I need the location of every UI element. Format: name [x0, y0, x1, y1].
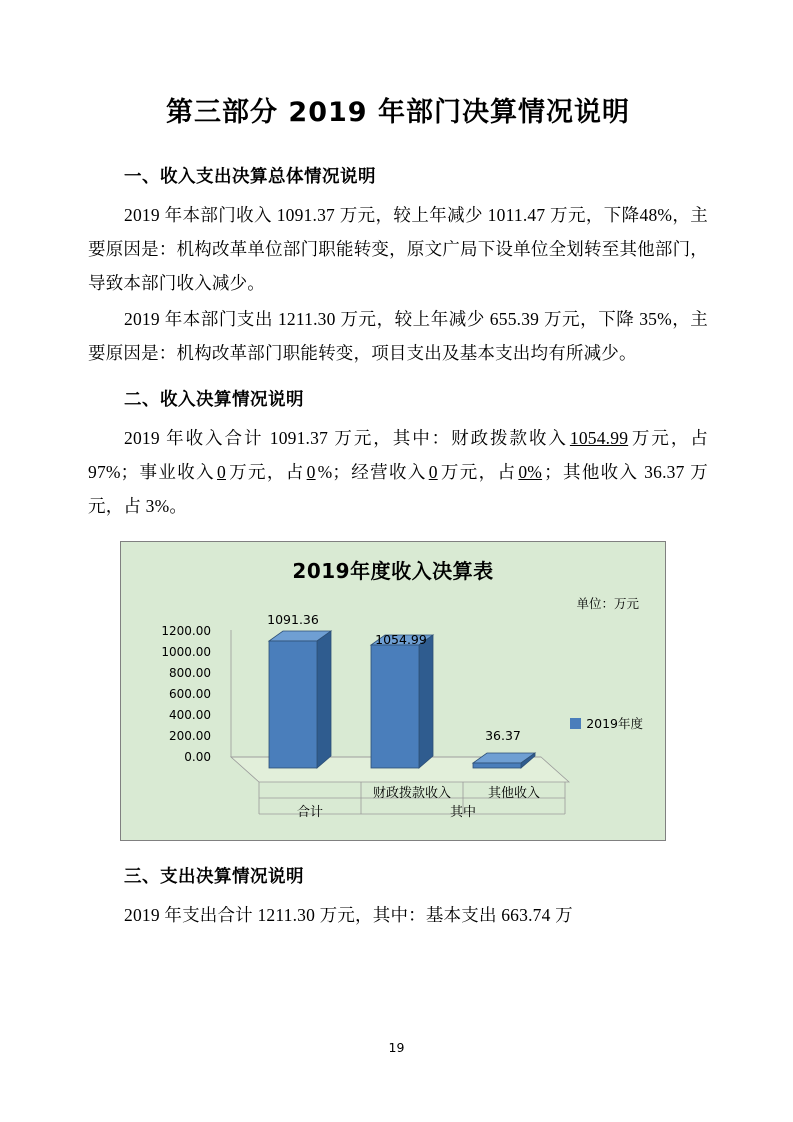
chart-ytick-0: 0.00	[184, 750, 211, 764]
chart-xlabel-other: 其他收入	[487, 786, 540, 801]
chart-ytick-1200: 1200.00	[161, 624, 211, 638]
page-title: 第三部分 2019 年部门决算情况说明	[166, 97, 630, 128]
chart-group-label: 其中	[449, 805, 476, 820]
income-value-5: 0%	[518, 462, 543, 482]
income-text-part6: ；其他收入 36.37 万元，占 3%。	[88, 462, 708, 516]
income-value-4: 0	[428, 462, 438, 482]
section-heading-3: 三、支出决算情况说明	[124, 867, 304, 887]
chart-data-label-1: 1091.36	[267, 612, 319, 627]
chart-ytick-400: 400.00	[169, 708, 211, 722]
paragraph-1-2: 2019 年本部门支出 1211.30 万元，较上年减少 655.39 万元，下降 35%，主要原因是：机构改革部门职能转变，项目支出及基本支出均有所减少。	[88, 309, 708, 363]
income-value-3: 0	[306, 462, 316, 482]
income-bar-chart	[120, 541, 666, 841]
income-text-part1: 2019 年收入合计 1091.37 万元，其中：财政拨款收入	[124, 428, 568, 448]
chart-xlabel-fiscal: 财政拨款收入	[372, 786, 451, 801]
page-number: 19	[388, 1040, 405, 1055]
chart-ytick-1000: 1000.00	[161, 645, 211, 659]
legend-label: 2019年度	[586, 716, 643, 731]
chart-data-label-3: 36.37	[485, 728, 521, 743]
chart-xlabel-total: 合计	[296, 805, 323, 820]
page-content	[88, 72, 708, 934]
paragraph-3-1: 2019 年支出合计 1211.30 万元，其中：基本支出 663.74 万	[124, 905, 573, 925]
income-value-1: 1054.99	[569, 428, 629, 448]
income-text-part4: %；经营收入	[317, 462, 427, 482]
paragraph-1-1: 2019 年本部门收入 1091.37 万元，较上年减少 1011.47 万元，下降48%，主要原因是：机构改革单位部门职能转变，原文广局下设单位全划转至其他部门，导致本部门收入减少。	[88, 205, 708, 293]
paragraph-income-detail	[88, 421, 708, 523]
chart-ytick-600: 600.00	[169, 687, 211, 701]
chart-data-label-2: 1054.99	[375, 632, 427, 647]
chart-title: 2019年度收入决算表	[292, 559, 494, 583]
chart-ytick-200: 200.00	[169, 729, 211, 743]
chart-unit-label: 单位：万元	[576, 596, 639, 611]
section-heading-1: 一、收入支出决算总体情况说明	[124, 167, 376, 187]
income-value-2: 0	[217, 462, 226, 482]
income-text-part5: 万元，占	[439, 462, 517, 482]
chart-ytick-800: 800.00	[169, 666, 211, 680]
income-text-part3: 万元，占	[227, 462, 305, 482]
chart-legend	[570, 714, 643, 732]
income-text-part2: 万元，占 97%；事业收入	[88, 428, 708, 482]
section-heading-2: 二、收入决算情况说明	[124, 390, 304, 410]
legend-swatch-icon	[570, 718, 581, 729]
